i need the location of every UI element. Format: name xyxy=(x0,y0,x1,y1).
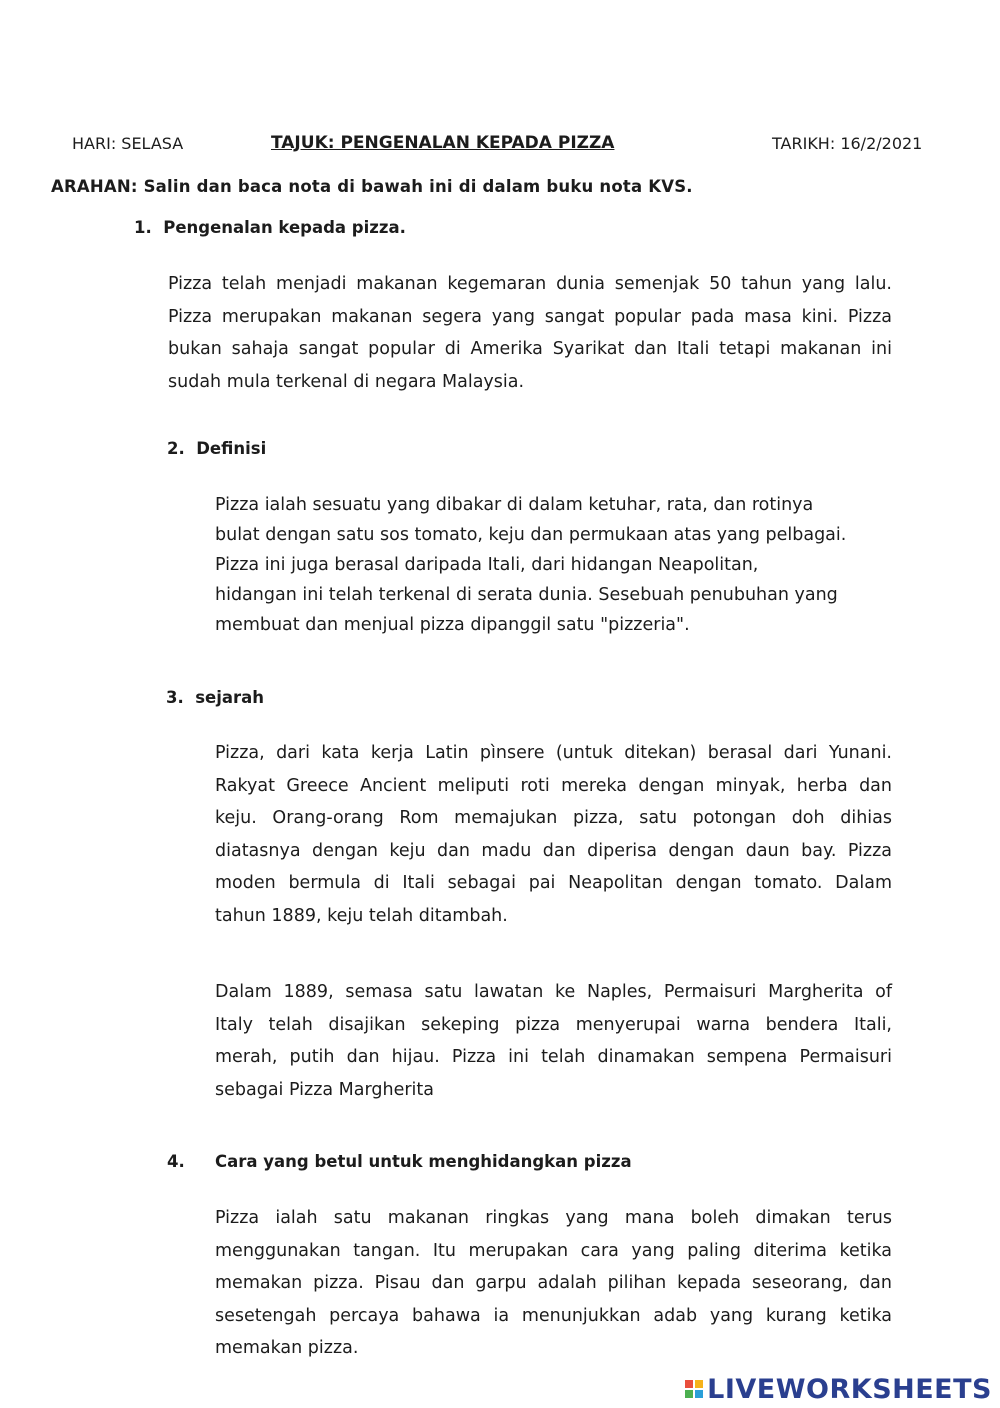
page-title: TAJUK: PENGENALAN KEPADA PIZZA xyxy=(271,133,615,153)
text-line: hidangan ini telah terkenal di serata dunia. Sesebuah penubuhan yang xyxy=(215,585,838,605)
text-line: Pizza ini juga berasal daripada Itali, dari hidangan Neapolitan, xyxy=(215,555,759,575)
section-1-body xyxy=(168,268,892,398)
text-line: sebagai Pizza Margherita xyxy=(215,1079,434,1100)
text-line: sudah mula terkenal di negara Malaysia. xyxy=(168,371,525,392)
logo-squares-icon xyxy=(685,1380,703,1398)
section-3-paragraph-2 xyxy=(215,976,892,1106)
section-3-heading: 3. sejarah xyxy=(166,688,265,707)
section-1-heading: 1. Pengenalan kepada pizza. xyxy=(134,218,406,237)
text-line: Italy telah disajikan sekeping pizza menyerupai warna bendera Itali, xyxy=(215,1014,892,1035)
section-4-number: 4. xyxy=(167,1152,185,1171)
logo-square xyxy=(685,1380,693,1388)
text-line: merah, putih dan hijau. Pizza ini telah dinamakan sempena Permaisuri xyxy=(215,1047,892,1067)
text-line: Rakyat Greece Ancient meliputi roti mereka dengan minyak, herba dan xyxy=(215,775,892,796)
section-4-body xyxy=(215,1202,892,1365)
text-line: diatasnya dengan keju dan madu dan diperisa dengan daun bay. Pizza xyxy=(215,840,892,861)
logo-square xyxy=(695,1380,703,1388)
text-line: tahun 1889, keju telah ditambah. xyxy=(215,905,508,926)
text-line: moden bermula di Itali sebagai pai Neapolitan dengan tomato. Dalam xyxy=(215,873,892,893)
text-line: menggunakan tangan. Itu merupakan cara yang paling diterima ketika xyxy=(215,1240,892,1261)
text-line: membuat dan menjual pizza dipanggil satu "pizzeria". xyxy=(215,615,690,635)
text-line: Pizza ialah sesuatu yang dibakar di dalam ketuhar, rata, dan rotinya xyxy=(215,495,814,515)
instruction: ARAHAN: Salin dan baca nota di bawah ini di dalam buku nota KVS. xyxy=(51,177,693,196)
text-line: sesetengah percaya bahawa ia menunjukkan adab yang kurang ketika xyxy=(215,1305,892,1326)
liveworksheets-logo[interactable] xyxy=(685,1373,992,1405)
text-line: keju. Orang-orang Rom memajukan pizza, satu potongan doh dihias xyxy=(215,808,892,828)
day-label: HARI: SELASA xyxy=(72,134,184,153)
logo-square xyxy=(695,1390,703,1398)
logo-text: LIVEWORKSHEETS xyxy=(707,1373,992,1405)
text-line: memakan pizza. xyxy=(215,1338,359,1358)
text-line: Pizza ialah satu makanan ringkas yang mana boleh dimakan terus xyxy=(215,1208,892,1228)
text-line: bulat dengan satu sos tomato, keju dan permukaan atas yang pelbagai. xyxy=(215,525,847,545)
text-line: Dalam 1889, semasa satu lawatan ke Naples, Permaisuri Margherita of xyxy=(215,982,892,1002)
section-4-heading: Cara yang betul untuk menghidangkan pizza xyxy=(215,1152,632,1171)
section-3-paragraph-1 xyxy=(215,737,892,932)
date-label: TARIKH: 16/2/2021 xyxy=(772,134,923,153)
text-line: Pizza telah menjadi makanan kegemaran dunia semenjak 50 tahun yang lalu. xyxy=(168,274,892,294)
text-line: memakan pizza. Pisau dan garpu adalah pilihan kepada seseorang, dan xyxy=(215,1273,892,1293)
section-2-body xyxy=(215,490,875,640)
text-line: Pizza merupakan makanan segera yang sangat popular pada masa kini. Pizza xyxy=(168,306,892,327)
section-2-heading: 2. Definisi xyxy=(167,439,267,458)
text-line: Pizza, dari kata kerja Latin pìnsere (untuk ditekan) berasal dari Yunani. xyxy=(215,743,892,763)
logo-square xyxy=(685,1390,693,1398)
text-line: bukan sahaja sangat popular di Amerika Syarikat dan Itali tetapi makanan ini xyxy=(168,339,892,359)
